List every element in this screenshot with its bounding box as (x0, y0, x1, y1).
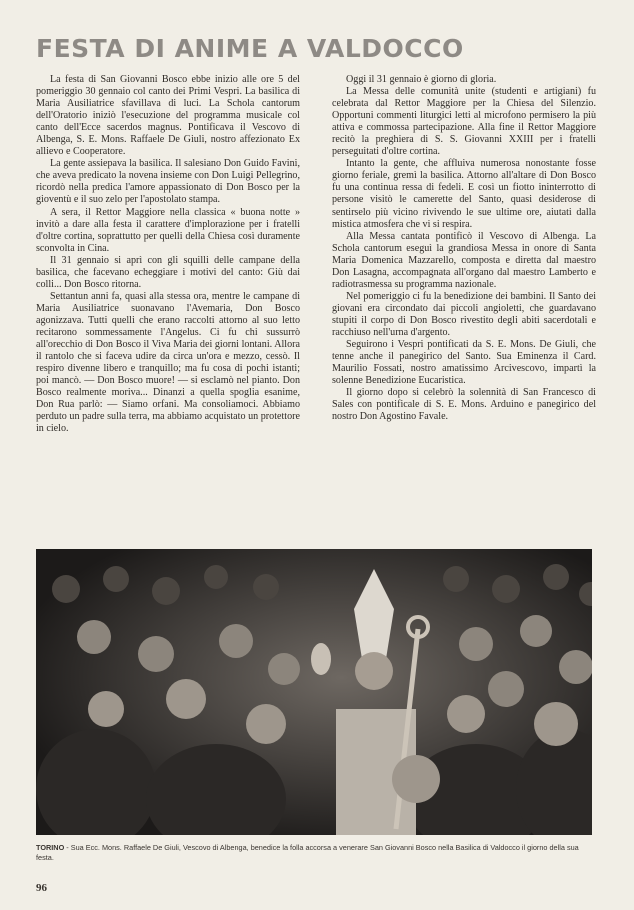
paragraph: La gente assiepava la basilica. Il salesiano Don Guido Favini, che aveva predicato la novena insieme con Don Luigi Pellegrino, ricordò nella predica l'amore appassionato di Don Bosco per la gioventù e il suo zelo per l'apostolato stampa. (36, 158, 300, 206)
article-title: FESTA DI ANIME A VALDOCCO (36, 34, 464, 63)
right-text-column (332, 74, 596, 423)
paragraph: Seguirono i Vespri pontificati da S. E. Mons. De Giuli, che tenne anche il panegirico del Santo. Sua Eminenza il Card. Maurilio Fossati, nostro amatissimo Arcivescovo, impartì la solenne Benedizione Eucaristica. (332, 339, 596, 387)
paragraph: Alla Messa cantata pontificò il Vescovo di Albenga. La Schola cantorum eseguì la grandiosa Messa in onore di Santa Maria Domenica Mazzarello, composta e diretta dal maestro Don Lasagna, accompagnata all'organo dal maestro Lamberto e radiotrasmessa su programma nazionale. (332, 230, 596, 290)
caption-location: TORINO (36, 843, 65, 852)
page-number: 96 (36, 882, 47, 894)
paragraph: La festa di San Giovanni Bosco ebbe inizio alle ore 5 del pomeriggio 30 gennaio col canto dei Primi Vespri. La basilica di Maria Ausiliatrice sfavillava di luci. La Schola cantorum dell'Oratorio iniziò l'esecuzione del programma musicale col canto dell'Ecce sacerdos magnus. Pontificava il Vescovo di Albenga, S. E. Mons. Raffaele De Giuli, nostro affezionato Ex allievo e Cooperatore. (36, 74, 300, 158)
caption-text: - Sua Ecc. Mons. Raffaele De Giuli, Vescovo di Albenga, benedice la folla accorsa a venerare San Giovanni Bosco nella Basilica di Valdocco il giorno della sua festa. (36, 843, 579, 862)
paragraph: Oggi il 31 gennaio è giorno di gloria. (346, 74, 497, 85)
paragraph: Il giorno dopo si celebrò la solennità di San Francesco di Sales con pontificale di S. E. Mons. Arduino e panegirico del nostro Don Agostino Favale. (332, 387, 596, 423)
crowd-photo-illustration (36, 549, 592, 835)
news-photo (36, 549, 592, 835)
paragraph: La Messa delle comunità unite (studenti e artigiani) fu celebrata dal Rettor Maggiore per la Chiesa del Silenzio. Opportuni commenti liturgici letti al microfono permisero la più attiva e commossa partecipazione. Alla fine il Rettor Maggiore recitò la preghiera di S. S. Giovanni XXIII per i fratelli perseguitati d'oltre cortina. (332, 86, 596, 158)
left-text-column (36, 74, 300, 435)
paragraph: A sera, il Rettor Maggiore nella classica « buona notte » invitò a dare alla festa il carattere d'implorazione per i fratelli d'oltre cortina, soprattutto per quelli della Chiesa così duramente sconvolta in Cina. (36, 206, 300, 254)
paragraph: Intanto la gente, che affluiva numerosa nonostante fosse giorno feriale, gremì la basilica. Attorno all'altare di Don Bosco fu una continua ressa di fedeli. E così un fiotto ininterrotto di persone visitò le camerette del Santo, quasi desiderose di sentirselo più vicino rivivendo le sue ultime ore, aiutati dalla mistica atmosfera che vi si respira. (332, 158, 596, 230)
paragraph: Il 31 gennaio si aprì con gli squilli delle campane della basilica, che facevano echeggiare i motivi del canto: Giù dai colli... Don Bosco ritorna. (36, 254, 300, 290)
paragraph: Settantun anni fa, quasi alla stessa ora, mentre le campane di Maria Ausiliatrice suonavano l'Avemaria, Don Bosco agonizzava. Tutti quelli che erano raccolti attorno al suo letto recitarono sommessamente l'Angelus. Ci fu chi sussurrò all'orecchio di Don Bosco il Viva Maria dei giorni lontani. Allora il rantolo che si faceva udire da circa un'ora e mezzo, cessò. Il respiro divenne libero e tranquillo; ma fu cosa di pochi istanti; poi mancò. — Don Bosco muore! — si esclamò nel pianto. Don Bosco realmente moriva... Dinanzi a quella spoglia esanime, Don Rua parlò: — Siamo orfani. Ma consoliamoci. Abbiamo perduto un padre sulla terra, ma abbiamo acquistato un protettore in cielo. (36, 290, 300, 435)
photo-caption (36, 843, 592, 862)
paragraph: Nel pomeriggio ci fu la benedizione dei bambini. Il Santo dei giovani era circondato dai piccoli angioletti, che guardavano stupiti il corpo di Don Bosco rivestito degli abiti sacerdotali e racchiuso nell'urna d'argento. (332, 290, 596, 338)
